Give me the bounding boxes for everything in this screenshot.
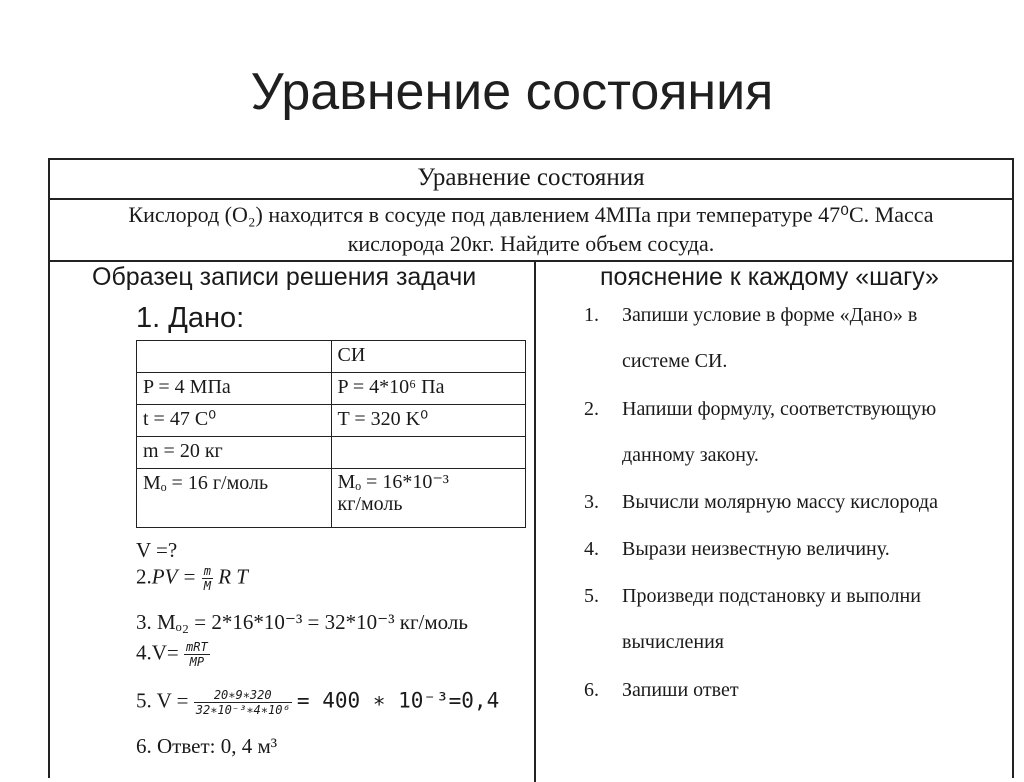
step-2-prefix: 2. xyxy=(136,564,152,589)
explanations-heading: пояснение к каждому «шагу» xyxy=(600,263,939,291)
step-3-molar-mass: 3. Mₒ₂ = 2*16*10⁻³ = 32*10⁻³ кг/моль xyxy=(136,610,468,634)
step-5-fraction xyxy=(194,688,292,717)
fraction-numerator: m xyxy=(203,564,211,578)
table-cell: T = 320 K⁰ xyxy=(331,405,526,437)
list-item-text: Напиши формулу, соответствующую xyxy=(622,398,937,420)
list-item-text: Вырази неизвестную величину. xyxy=(622,538,890,560)
table-cell xyxy=(331,437,526,469)
list-item-text: Запиши условие в форме «Дано» в xyxy=(622,304,918,326)
table-row xyxy=(137,437,526,469)
table-cell-line: кг/моль xyxy=(337,493,403,515)
fraction-denominator: 32∗10⁻³∗4∗10⁶ xyxy=(195,703,290,717)
problem-line-1: Кислород (O₂) находится в сосуде под давлением 4МПа при температуре 47⁰С. Масса xyxy=(128,202,934,227)
task-frame xyxy=(48,158,1014,778)
fraction-denominator: M xyxy=(203,579,211,593)
step-1-given: 1. Дано: xyxy=(136,302,245,334)
problem-line-2: кислорода 20кг. Найдите объем сосуда. xyxy=(347,231,715,256)
step-2-rhs: R T xyxy=(218,564,248,589)
table-cell: СИ xyxy=(331,341,526,373)
step-6-answer: 6. Ответ: 0, 4 м³ xyxy=(136,734,278,758)
problem-statement xyxy=(50,198,1012,262)
list-item-text-continued: вычисления xyxy=(622,631,724,653)
table-cell: t = 47 C⁰ xyxy=(137,405,332,437)
step-2-lhs: PV = xyxy=(151,564,197,589)
list-item-text: Запиши ответ xyxy=(622,679,739,701)
table-cell xyxy=(331,469,526,528)
list-item-number: 6. xyxy=(584,679,599,701)
table-row xyxy=(137,373,526,405)
table-cell: m = 20 кг xyxy=(137,437,332,469)
table-cell: P = 4 МПа xyxy=(137,373,332,405)
list-item-text: Произведи подстановку и выполни xyxy=(622,585,921,607)
table-cell: Mₒ = 16 г/моль xyxy=(137,469,332,528)
table-row xyxy=(137,341,526,373)
fraction-numerator: 20∗9∗320 xyxy=(194,688,292,703)
step-2-formula xyxy=(136,564,248,593)
table-cell xyxy=(137,341,332,373)
step-2-fraction xyxy=(202,564,213,593)
given-table xyxy=(136,340,526,528)
solution-heading: Образец записи решения задачи xyxy=(92,263,477,291)
column-divider xyxy=(534,262,536,782)
fraction-numerator: mRT xyxy=(186,640,208,654)
list-item-text-continued: данному закону. xyxy=(622,444,759,466)
step-4-fraction xyxy=(184,640,210,669)
list-item-number: 3. xyxy=(584,491,599,513)
list-item-number: 5. xyxy=(584,585,599,607)
frame-header: Уравнение состояния xyxy=(50,160,1012,200)
list-item-text-continued: системе СИ. xyxy=(622,350,728,372)
fraction-denominator: MP xyxy=(189,655,205,669)
step-5-prefix: 5. V = xyxy=(136,688,189,713)
table-row xyxy=(137,405,526,437)
step-4-prefix: 4.V= xyxy=(136,640,179,665)
list-item-number: 1. xyxy=(584,304,599,326)
list-item-text: Вычисли молярную массу кислорода xyxy=(622,491,938,513)
table-row xyxy=(137,469,526,528)
table-cell: P = 4*10⁶ Па xyxy=(331,373,526,405)
slide-title: Уравнение состояния xyxy=(250,63,774,121)
unknown-line: V =? xyxy=(136,538,178,562)
list-item-number: 2. xyxy=(584,398,599,420)
table-cell-line: Mₒ = 16*10⁻³ xyxy=(337,471,449,493)
step-5-substitution xyxy=(136,688,499,717)
list-item-number: 4. xyxy=(584,538,599,560)
step-4-formula xyxy=(136,640,210,669)
step-5-result: = 400 ∗ 10⁻³=0,4 xyxy=(296,688,500,713)
